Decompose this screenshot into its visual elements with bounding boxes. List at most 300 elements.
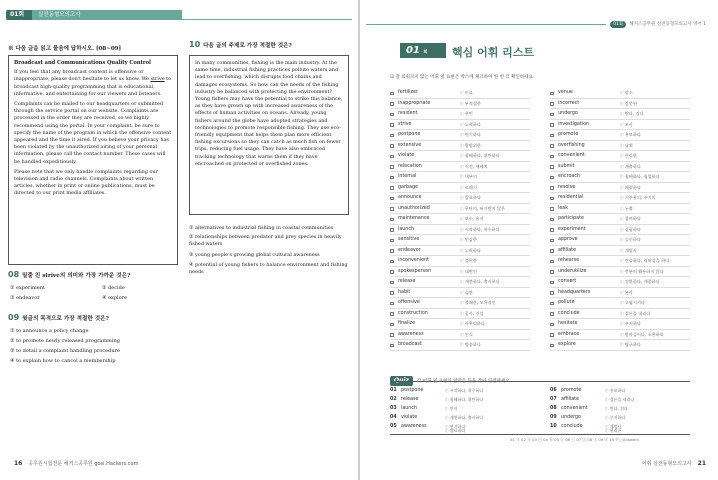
option-08-4[interactable]: ④ explore	[102, 295, 128, 301]
answer-key: 01 ⓓ 02 ⓓ 03 ⓔ 04 ⓑ 05 ⓐ 06 ⓒ 07 ⓐ 08 ⓕ 09 ⓓ 10 ⓑ | Answers	[510, 437, 639, 442]
vocab-meaning: ⓘ 광범위한	[460, 141, 481, 152]
checkbox-icon[interactable]	[390, 239, 394, 243]
vocab-meaning: ⓘ 거주용의, 주거의	[620, 193, 656, 204]
vocab-meaning: ⓘ 이전, 재배치	[460, 162, 488, 173]
vocab-row	[550, 330, 690, 341]
left-footer	[14, 460, 138, 467]
left-page-number: 16	[14, 460, 23, 467]
vocab-row	[550, 172, 690, 183]
checkbox-icon[interactable]	[390, 333, 394, 337]
quiz-row	[390, 395, 530, 404]
vocab-word: venue	[558, 90, 573, 95]
option-09-4[interactable]: ④ to explain how to cancel a membership	[10, 358, 116, 364]
vocab-word: habit	[398, 289, 411, 295]
quiz-word: conclude	[561, 424, 583, 429]
vocab-row	[390, 172, 530, 183]
quiz-number: 06	[550, 388, 557, 393]
vocab-meaning: ⓘ 민감한	[460, 235, 477, 246]
quiz-row	[550, 386, 690, 395]
question-number: 08	[8, 270, 20, 279]
checkbox-icon[interactable]	[550, 270, 554, 274]
passage-title: Broadcast and Communications Quality Control	[14, 60, 151, 66]
checkbox-icon[interactable]	[550, 102, 554, 106]
vocab-meaning: ⓘ 방송하다	[460, 340, 481, 351]
quiz-meaning: ⓘ 결론을 내리다	[605, 395, 634, 405]
passage-box-10: In many communities, fishing is the main industry. At the same time, industrial fishing practices pollute waters and lead to overfishing, which disrupts food chains and damages ecosystems. So how can the needs of the fishing industry be balanced with protecting the environment? Young fishers may have the potential to strike this balance, as they have grown up with increased awareness of the effects of human activities on oceans. Already, young fishers around the globe have adopted strategies and technologies to promote responsible fishing. They use eco-friendly equipment that helps them plan more efficient fishing excursions so they can catch as much fish on fewer trips, reducing fuel usage. They have also embraced tracking technology that warns them if they have encroached on protected or overfished zones.	[189, 55, 349, 215]
vocab-word: inconvenient	[398, 258, 430, 263]
vocab-word: fertilizer	[398, 90, 418, 95]
checkbox-icon[interactable]	[550, 207, 554, 211]
option-10-3[interactable]: ③ young people's growing global cultural awareness	[189, 252, 320, 258]
header-round-badge: 01회	[610, 21, 626, 28]
vocab-instruction: ☑ 잘 외워지지 않는 어휘 옆 표현은 박스에 체크하여 한 번 더 확인하세요.	[390, 75, 535, 80]
vocab-row	[390, 151, 530, 162]
option-10-2[interactable]: ② relationships between predator and prey species in heavily fished waters	[189, 234, 342, 247]
checkbox-icon[interactable]	[550, 228, 554, 232]
vocab-word: encroach	[558, 174, 581, 179]
vocab-column-2	[550, 88, 690, 351]
vocab-column-1	[390, 88, 530, 351]
question-10	[189, 40, 292, 49]
quiz-number: 04	[390, 415, 397, 420]
checkbox-icon[interactable]	[390, 291, 394, 295]
quiz-meaning: ⓘ 침해하다, 위반하다	[445, 395, 483, 405]
passage-paragraph-2: Complaints can be mailed to our headquarters or submitted through the service portal on our website. Complaints are processed in the order they are received, so we highly recommend using the portal. In your complaint, be sure to specify the name of the program in which the offensive content appeared and the time it aired. If you believe your privacy has been violated by the unauthorized airing of your personal information, please call the contact number. These cases will be handled expeditiously.	[14, 101, 172, 165]
quiz-word: release	[401, 397, 419, 402]
quiz-instruction: 각 어휘 옆 표현의 알맞은 뜻을 찾아 연결하세요.	[416, 379, 511, 384]
vocab-word: endeavor	[398, 247, 421, 253]
vocab-word: violate	[398, 153, 415, 158]
vocab-title	[400, 43, 560, 58]
vocab-row	[390, 235, 530, 246]
vocab-word: conclude	[558, 310, 580, 316]
vocab-row	[390, 298, 530, 309]
vocab-word: pollute	[558, 300, 575, 305]
quiz-number: 09	[550, 415, 557, 420]
quiz-badge: Quiz	[390, 376, 413, 386]
checkbox-icon[interactable]	[390, 155, 394, 159]
vocab-meaning: ⓘ 전환하다, 개종하다	[620, 277, 660, 288]
vocab-row	[550, 309, 690, 320]
passage-instruction: ※ 다음 글을 읽고 물음에 답하시오. [08~09]	[8, 46, 122, 52]
checkbox-icon[interactable]	[390, 113, 394, 117]
checkbox-icon[interactable]	[390, 249, 394, 253]
quiz-meaning: ⓘ 연기하다	[445, 422, 465, 432]
vocab-word: extensive	[398, 142, 422, 148]
checkbox-icon[interactable]	[550, 302, 554, 306]
vocab-word: resident	[398, 111, 418, 116]
vocab-meaning: ⓘ 비료	[460, 88, 473, 99]
vocab-word: construction	[398, 310, 428, 316]
vocab-row	[550, 183, 690, 194]
vocab-word: inappropriate	[398, 100, 431, 106]
question-number: 09	[8, 313, 20, 322]
checkbox-icon[interactable]	[550, 249, 554, 253]
right-header	[360, 20, 718, 29]
vocab-meaning: ⓘ 노력하다	[460, 246, 481, 257]
passage-box-08-09	[8, 55, 178, 265]
vocab-row	[390, 277, 530, 288]
vocab-word: affiliate	[558, 247, 577, 253]
header-rule	[32, 19, 352, 20]
quiz-row	[390, 413, 530, 422]
quiz-meaning: ⓘ 발표하다	[445, 426, 465, 436]
vocab-title-text: 핵심 어휘 리스트	[452, 46, 535, 59]
question-text: 밑줄 친 strive의 의미와 가장 가까운 것은?	[22, 273, 131, 279]
vocab-word: underutilize	[558, 268, 587, 274]
underlined-word-strive: strive	[150, 76, 165, 83]
vocab-row	[390, 183, 530, 194]
vocab-word: residential	[558, 195, 584, 200]
vocab-word: promote	[558, 132, 579, 137]
round-suffix: 회	[423, 49, 428, 54]
vocab-meaning: ⓘ 결론을 내리다	[620, 309, 650, 320]
quiz-meaning: ⓘ 개봉하다, 출시하다	[445, 413, 483, 423]
vocab-row	[550, 288, 690, 299]
vocab-meaning: ⓘ 편리한	[620, 151, 637, 162]
quiz-word: promote	[561, 388, 582, 393]
vocab-row	[390, 204, 530, 215]
option-08-3[interactable]: ③ endeavor	[10, 295, 40, 301]
vocab-row	[550, 204, 690, 215]
checkbox-icon[interactable]	[550, 344, 554, 348]
vocab-word: approve	[558, 237, 578, 242]
checkbox-icon[interactable]	[390, 281, 394, 285]
checkbox-icon[interactable]	[390, 123, 394, 127]
vocab-meaning: ⓘ 노력하다	[460, 120, 481, 131]
vocab-word: resolve	[558, 184, 576, 190]
vocab-row	[390, 319, 530, 330]
quiz-meaning: ⓘ 받다, 겪다	[605, 404, 628, 414]
vocab-meaning: ⓘ 대변인	[460, 267, 477, 278]
option-10-4[interactable]: ④ potential of young fishers to balance environment and fishing needs	[189, 262, 348, 275]
vocab-word: incorrect	[558, 100, 580, 106]
vocab-word: unauthorized	[398, 205, 430, 211]
vocab-row	[390, 288, 530, 299]
vocab-meaning: ⓘ 인식	[460, 330, 473, 341]
vocab-meaning: ⓘ 장소	[620, 88, 633, 99]
checkbox-icon[interactable]	[390, 228, 394, 232]
vocab-row	[550, 151, 690, 162]
vocab-meaning: ⓘ 주민	[460, 109, 473, 120]
vocab-row	[550, 246, 690, 257]
vocab-word: participate	[558, 216, 584, 221]
vocab-word: broadcast	[398, 342, 422, 347]
vocab-meaning: ⓘ 참여하다	[620, 214, 641, 225]
checkbox-icon[interactable]	[550, 113, 554, 117]
checkbox-icon[interactable]	[390, 260, 394, 264]
quiz-extra-row	[390, 426, 530, 435]
checkbox-icon[interactable]	[550, 323, 554, 327]
vocab-row	[390, 109, 530, 120]
vocab-row	[390, 330, 530, 341]
quiz-row	[550, 404, 690, 413]
vocab-meaning: ⓘ 연기하다	[460, 130, 481, 141]
vocab-row	[390, 246, 530, 257]
vocab-meaning: ⓘ 내부의	[460, 172, 477, 183]
vocab-row	[390, 256, 530, 267]
vocab-word: hesitate	[558, 321, 578, 326]
vocab-row	[390, 162, 530, 173]
checkbox-icon[interactable]	[390, 312, 394, 316]
vocab-row	[550, 109, 690, 120]
checkbox-icon[interactable]	[550, 165, 554, 169]
header-round-tab: 01회	[6, 10, 32, 20]
vocab-meaning: ⓘ 해결하다	[620, 183, 641, 194]
passage-paragraph-3: Please note that we only handle complaints regarding our television and radio channels. Complaints about written articles, whether in print or online publications, must be directed to our print media affiliates.	[14, 168, 158, 197]
vocab-row	[550, 193, 690, 204]
quiz-number: 07	[550, 397, 557, 402]
vocab-row	[550, 277, 690, 288]
quiz-meaning: ⓘ 인식	[445, 404, 457, 414]
vocab-word: maintenance	[398, 216, 430, 221]
vocab-meaning: ⓘ 계열사	[620, 246, 637, 257]
header-label	[606, 20, 706, 29]
checkbox-icon[interactable]	[550, 260, 554, 264]
question-number: 10	[189, 40, 201, 49]
vocab-row	[550, 141, 690, 152]
vocab-meaning: ⓘ 누출	[620, 204, 633, 215]
quiz-meaning: ⓘ 주저하다	[605, 413, 625, 423]
quiz-extra-row	[550, 426, 690, 435]
vocab-word: leak	[558, 205, 569, 211]
vocab-row	[550, 130, 690, 141]
quiz-meaning: ⓘ 편리한	[605, 426, 621, 436]
vocab-meaning: ⓘ 주저하다	[620, 319, 641, 330]
left-header	[0, 10, 358, 20]
vocab-meaning: ⓘ 연습하다, 리허설을 하다	[620, 256, 669, 267]
vocab-word: experiment	[558, 226, 586, 232]
header-book-title: 해커스공무원 실전동형모의고사 영어 1	[629, 22, 706, 27]
header-title: 실전동형모의고사	[32, 10, 182, 20]
vocab-row	[550, 319, 690, 330]
checkbox-icon[interactable]	[550, 134, 554, 138]
vocab-row	[390, 130, 530, 141]
vocab-row	[390, 120, 530, 131]
vocab-row	[550, 99, 690, 110]
vocab-word: undergo	[558, 111, 578, 116]
quiz-meaning: ⓘ 홍보하다	[605, 386, 625, 396]
vocab-word: postpone	[398, 132, 421, 137]
right-footer	[642, 460, 706, 467]
vocab-word: overfishing	[558, 142, 585, 148]
round-number: 01	[406, 45, 420, 56]
vocab-meaning: ⓘ 무단의, 허가받지 않은	[460, 204, 505, 215]
vocab-meaning: ⓘ 마무리하다	[460, 319, 485, 330]
quiz-row	[550, 395, 690, 404]
vocab-meaning: ⓘ 습관	[460, 288, 473, 299]
vocab-meaning: ⓘ 발표하다	[460, 193, 481, 204]
checkbox-icon[interactable]	[390, 144, 394, 148]
question-09	[8, 313, 109, 322]
checkbox-icon[interactable]	[390, 197, 394, 201]
checkbox-icon[interactable]	[390, 270, 394, 274]
vocab-row	[390, 309, 530, 320]
vocab-word: convenient	[558, 153, 585, 158]
vocab-meaning: ⓘ 본사	[620, 288, 633, 299]
vocab-word: sensitive	[398, 237, 420, 242]
right-page	[360, 0, 718, 480]
option-08-1[interactable]: ① experiment	[10, 285, 45, 291]
checkbox-icon[interactable]	[390, 176, 394, 180]
vocab-meaning: ⓘ 받다, 겪다	[620, 109, 644, 120]
vocab-word: relocation	[398, 163, 422, 169]
quiz-number: 10	[550, 424, 557, 429]
vocab-meaning: ⓘ 받아들이다, 포용하다	[620, 330, 664, 341]
quiz-number: 05	[390, 424, 397, 429]
vocab-meaning: ⓘ 탐구하다	[620, 340, 641, 351]
option-09-1[interactable]: ① to announce a policy change	[10, 328, 89, 334]
checkbox-icon[interactable]	[390, 186, 394, 190]
checkbox-icon[interactable]	[390, 165, 394, 169]
vocab-row	[390, 267, 530, 278]
checkbox-icon[interactable]	[550, 197, 554, 201]
vocab-word: rehearse	[558, 258, 580, 263]
vocab-row	[550, 162, 690, 173]
para1-text-b: to broadcast high-quality programming that is educational, informative, and entertaining for our viewers and listeners.	[14, 76, 172, 97]
vocab-row	[390, 214, 530, 225]
vocab-word: investigation	[558, 121, 590, 127]
vocab-word: strive	[398, 121, 412, 127]
vocab-meaning: ⓘ 개봉하다, 출시하다	[460, 277, 500, 288]
vocab-row	[390, 193, 530, 204]
checkbox-icon[interactable]	[550, 92, 554, 96]
vocab-row	[550, 256, 690, 267]
quiz-number: 02	[390, 397, 397, 402]
option-10-1[interactable]: ① alternatives to industrial fishing in coastal communities	[189, 225, 334, 231]
left-footer-text: 공무원시험전문 해커스공무원 gosi.Hackers.com	[28, 461, 139, 467]
checkbox-icon[interactable]	[390, 344, 394, 348]
quiz-column-1	[390, 386, 530, 431]
quiz-header	[390, 367, 511, 384]
vocab-round-badge	[400, 43, 446, 58]
vocab-meaning: ⓘ 침해하다, 침입하다	[620, 172, 660, 183]
vocab-row	[550, 225, 690, 236]
quiz-meaning: ⓘ 계열사	[605, 422, 621, 432]
checkbox-icon[interactable]	[390, 134, 394, 138]
checkbox-icon[interactable]	[550, 291, 554, 295]
vocab-row	[550, 340, 690, 351]
vocab-meaning: ⓘ 보수, 유지	[460, 214, 484, 225]
vocab-meaning: ⓘ 침해하다, 위반하다	[460, 151, 500, 162]
vocab-row	[390, 88, 530, 99]
vocab-meaning: ⓘ 공사, 건설	[460, 309, 484, 320]
option-09-2[interactable]: ② to promote newly released programming	[10, 338, 120, 344]
question-text: 다음 글의 주제로 가장 적절한 것은?	[203, 43, 292, 49]
checkbox-icon[interactable]	[390, 92, 394, 96]
quiz-row	[390, 386, 530, 395]
vocab-word: submit	[558, 163, 575, 169]
vocab-meaning: ⓘ 시작하다, 착수하다	[460, 225, 500, 236]
vocab-meaning: ⓘ 홍보하다	[620, 130, 641, 141]
quiz-word: undergo	[561, 415, 581, 420]
vocab-meaning: ⓘ 실험하다	[620, 225, 641, 236]
vocab-word: spokesperson	[398, 268, 431, 274]
vocab-meaning: ⓘ 조사	[620, 120, 633, 131]
vocab-row	[550, 214, 690, 225]
checkbox-icon[interactable]	[390, 102, 394, 106]
vocab-meaning: ⓘ 쓰레기	[460, 183, 477, 194]
checkbox-icon[interactable]	[550, 155, 554, 159]
quiz-box	[390, 381, 690, 435]
checkbox-icon[interactable]	[390, 218, 394, 222]
vocab-word: internal	[398, 174, 417, 179]
vocab-row	[550, 267, 690, 278]
checkbox-icon[interactable]	[550, 218, 554, 222]
quiz-meaning: ⓘ 시작하다, 착수하다	[445, 386, 483, 396]
vocab-row	[390, 141, 530, 152]
vocab-word: convert	[558, 279, 577, 284]
vocab-word: offensive	[398, 300, 420, 305]
quiz-row	[390, 404, 530, 413]
quiz-word: convenient	[561, 406, 588, 411]
checkbox-icon[interactable]	[550, 312, 554, 316]
vocab-row	[550, 88, 690, 99]
vocab-meaning: ⓘ 불쾌한, 모욕적인	[460, 298, 496, 309]
question-text: 윗글의 목적으로 가장 적절한 것은?	[22, 316, 109, 322]
checkbox-icon[interactable]	[550, 186, 554, 190]
vocab-row	[390, 225, 530, 236]
checkbox-icon[interactable]	[390, 323, 394, 327]
checkbox-icon[interactable]	[550, 144, 554, 148]
checkbox-icon[interactable]	[390, 302, 394, 306]
quiz-column-2	[550, 386, 690, 431]
vocab-meaning: ⓘ 승인하다	[620, 235, 641, 246]
vocab-meaning: ⓘ 부적절한	[460, 99, 481, 110]
vocab-row	[550, 298, 690, 309]
checkbox-icon[interactable]	[550, 281, 554, 285]
vocab-meaning: ⓘ 오염시키다	[620, 298, 645, 309]
vocab-row	[550, 235, 690, 246]
vocab-word: awareness	[398, 331, 424, 337]
vocab-meaning: ⓘ 제출하다	[620, 162, 641, 173]
quiz-row	[550, 413, 690, 422]
vocab-meaning: ⓘ 충분히 활용하지 않다	[620, 267, 664, 278]
vocab-word: explore	[558, 342, 576, 347]
vocab-word: announce	[398, 195, 422, 200]
quiz-word: launch	[401, 406, 418, 411]
vocab-row	[550, 120, 690, 131]
para1-text-a: If you feel that any broadcast content is offensive or inappropriate, please don't hesitate to let us know. We	[14, 69, 151, 83]
option-09-3[interactable]: ③ to detail a complaint handling procedure	[10, 348, 120, 354]
option-08-2[interactable]: ② decide	[102, 285, 125, 291]
checkbox-icon[interactable]	[550, 333, 554, 337]
checkbox-icon[interactable]	[390, 207, 394, 211]
passage-paragraph-1	[14, 69, 172, 98]
quiz-word: awareness	[401, 424, 427, 429]
quiz-number: 08	[550, 406, 557, 411]
quiz-number: 01	[390, 388, 397, 393]
vocab-row	[390, 99, 530, 110]
vocab-meaning: ⓘ 잘못된	[620, 99, 637, 110]
quiz-word: violate	[401, 415, 418, 420]
checkbox-icon[interactable]	[550, 239, 554, 243]
vocab-word: launch	[398, 226, 415, 232]
vocab-meaning: ⓘ 불편한	[460, 256, 477, 267]
vocab-word: embrace	[558, 331, 580, 337]
vocab-row	[390, 340, 530, 351]
right-footer-text: 어휘 실전동형모의고사	[641, 461, 692, 467]
quiz-number: 03	[390, 406, 397, 411]
vocab-word: headquarters	[558, 289, 591, 295]
left-page	[0, 0, 358, 480]
quiz-word: affiliate	[561, 397, 580, 402]
vocab-word: garbage	[398, 184, 418, 190]
vocab-meaning: ⓘ 남획	[620, 141, 633, 152]
checkbox-icon[interactable]	[550, 176, 554, 180]
checkbox-icon[interactable]	[550, 123, 554, 127]
question-08	[8, 270, 130, 279]
